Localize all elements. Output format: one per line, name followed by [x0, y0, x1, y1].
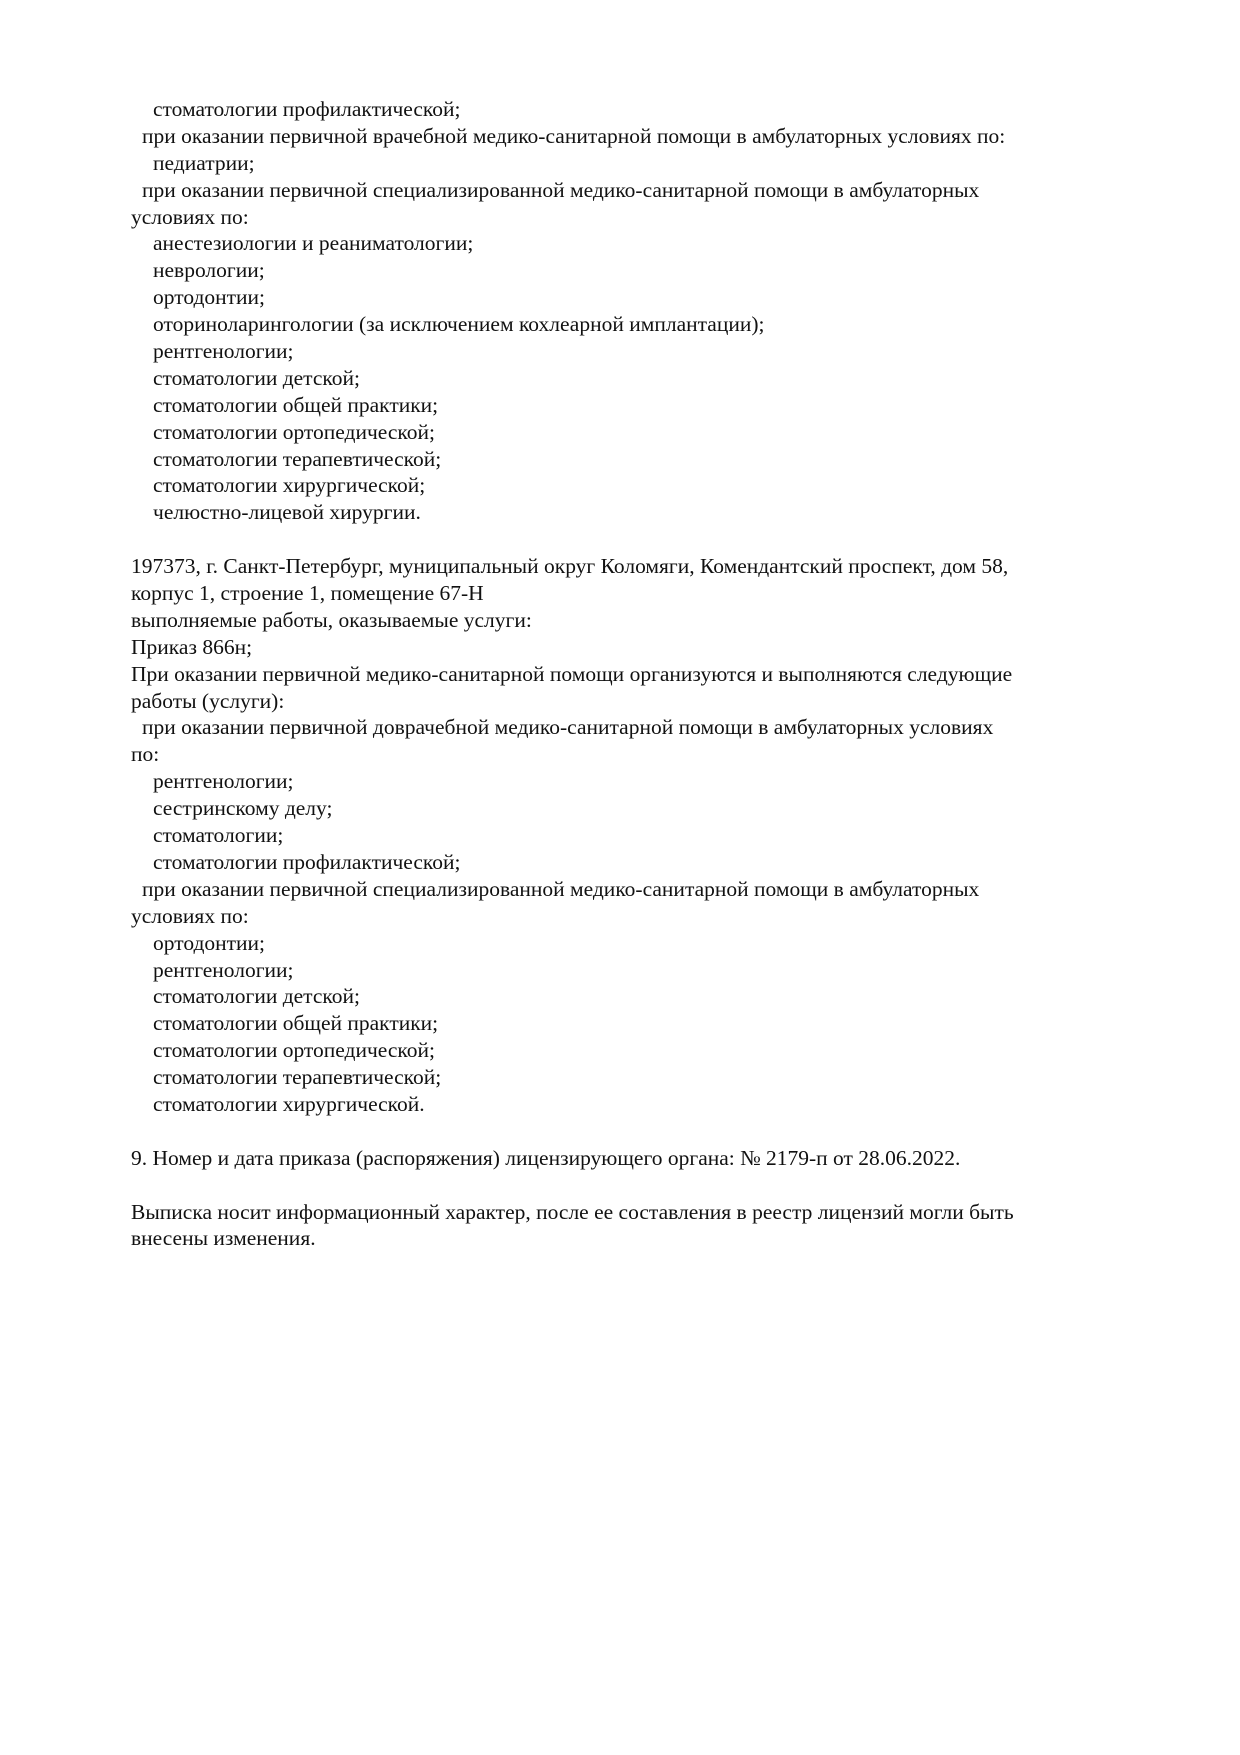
section-heading-cont: по:: [131, 742, 160, 767]
list-item: стоматологии детской;: [153, 365, 360, 390]
section-heading-cont: условиях по:: [131, 903, 249, 928]
works-label: выполняемые работы, оказываемые услуги:: [131, 607, 532, 632]
spacer: [131, 1118, 1091, 1145]
list-item: педиатрии;: [153, 150, 255, 175]
spacer: [131, 1172, 1091, 1199]
intro-text: работы (услуги):: [131, 688, 285, 713]
list-item: стоматологии;: [153, 823, 284, 848]
list-item: сестринскому делу;: [153, 796, 333, 821]
list-item: стоматологии общей практики;: [153, 1011, 439, 1036]
section-heading: при оказании первичной доврачебной медико-санитарной помощи в амбулаторных условиях: [142, 715, 994, 740]
list-item: рентгенологии;: [153, 339, 294, 364]
list-item: стоматологии терапевтической;: [153, 1065, 442, 1090]
list-item: стоматологии общей практики;: [153, 392, 439, 417]
list-item: стоматологии хирургической;: [153, 473, 426, 498]
list-item: стоматологии детской;: [153, 984, 360, 1009]
disclaimer: Выписка носит информационный характер, после ее составления в реестр лицензий могли быть: [131, 1199, 1014, 1224]
list-item: стоматологии профилактической;: [153, 97, 461, 121]
list-item: стоматологии ортопедической;: [153, 1038, 436, 1063]
list-item: рентгенологии;: [153, 957, 294, 982]
services-block-2: [131, 553, 1091, 1118]
address-line: 197373, г. Санкт-Петербург, муниципальный округ Коломяги, Комендантский проспект, дом 58,: [131, 554, 1009, 579]
list-item: стоматологии ортопедической;: [153, 419, 436, 444]
spacer: [131, 526, 1091, 553]
section-heading: при оказании первичной врачебной медико-санитарной помощи в амбулаторных условиях по:: [142, 123, 1006, 148]
list-item: анестезиологии и реаниматологии;: [153, 231, 474, 256]
order-number-item-9: 9. Номер и дата приказа (распоряжения) лицензирующего органа: № 2179-п от 28.06.2022.: [131, 1145, 961, 1170]
list-item: ортодонтии;: [153, 930, 266, 955]
disclaimer-cont: внесены изменения.: [131, 1226, 316, 1251]
list-item: оториноларингологии (за исключением кохлеарной имплантации);: [153, 312, 765, 337]
document-page: [131, 96, 1091, 1252]
section-heading-cont: условиях по:: [131, 204, 249, 229]
intro-text: При оказании первичной медико-санитарной помощи организуются и выполняются следующие: [131, 661, 1013, 686]
list-item: стоматологии терапевтической;: [153, 446, 442, 471]
section-heading: при оказании первичной специализированной медико-санитарной помощи в амбулаторных: [142, 876, 980, 901]
list-item: неврологии;: [153, 258, 265, 283]
order-reference: Приказ 866н;: [131, 634, 253, 659]
list-item: стоматологии хирургической.: [153, 1091, 425, 1116]
section-heading: при оказании первичной специализированной медико-санитарной помощи в амбулаторных: [142, 177, 980, 202]
services-block-1: [131, 96, 1091, 526]
address-line: корпус 1, строение 1, помещение 67-Н: [131, 581, 484, 606]
list-item: рентгенологии;: [153, 769, 294, 794]
list-item: челюстно-лицевой хирургии.: [153, 500, 421, 525]
list-item: стоматологии профилактической;: [153, 849, 461, 874]
list-item: ортодонтии;: [153, 285, 266, 310]
